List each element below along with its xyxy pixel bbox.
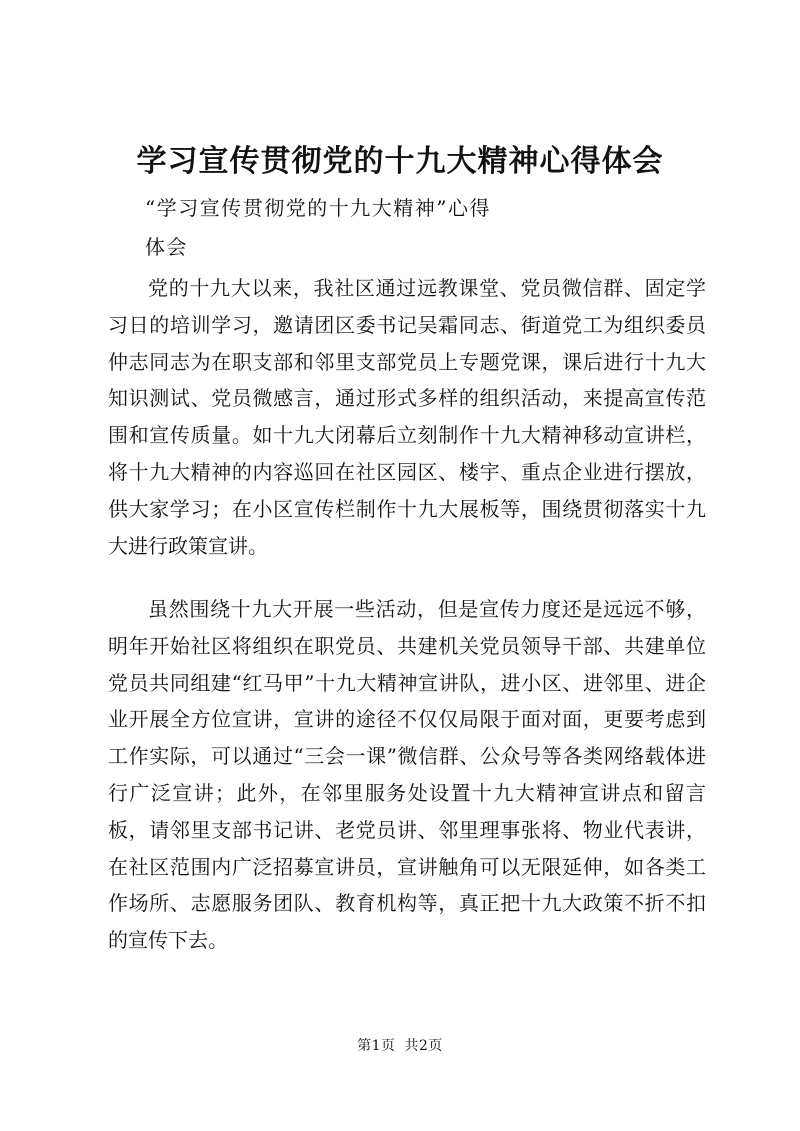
document-subtitle xyxy=(145,190,705,265)
body-paragraph-2: 虽然围绕十九大开展一些活动，但是宣传力度还是远远不够，明年开始社区将组织在职党员、共建机关党员领导干部、共建单位党员共同组建“红马甲”十九大精神宣讲队，进小区、进邻里、进企业开展全方位宣讲，宣讲的途径不仅仅局限于面对面，更要考虑到工作实际，可以通过“三会一课”微信群、公众号等各类网络载体进行广泛宣讲；此外，在邻里服务处设置十九大精神宣讲点和留言板，请邻里支部书记讲、老党员讲、邻里理事张将、物业代表讲，在社区范围内广泛招募宣讲员，宣讲触角可以无限延伸，如各类工作场所、志愿服务团队、教育机构等，真正把十九大政策不折不扣的宣传下去。 xyxy=(108,597,706,953)
body-paragraph-1: 党的十九大以来，我社区通过远教课堂、党员微信群、固定学习日的培训学习，邀请团区委书记吴霜同志、街道党工为组织委员仲志同志为在职支部和邻里支部党员上专题党课，课后进行十九大知识测试、党员微感言，通过形式多样的组织活动，来提高宣传范围和宣传质量。如十九大闭幕后立刻制作十九大精神移动宣讲栏，将十九大精神的内容巡回在社区园区、楼宇、重点企业进行摆放，供大家学习；在小区宣传栏制作十九大展板等，围绕贯彻落实十九大进行政策宣讲。 xyxy=(108,276,706,558)
document-title: 学习宣传贯彻党的十九大精神心得体会 xyxy=(136,144,664,179)
page-total: 共2页 xyxy=(404,1038,443,1054)
subtitle-line-1: “学习宣传贯彻党的十九大精神”心得 xyxy=(145,196,491,220)
subtitle-line-2: 体会 xyxy=(145,235,188,259)
page-number: 第1页 xyxy=(357,1038,396,1054)
page-footer xyxy=(0,1036,800,1056)
